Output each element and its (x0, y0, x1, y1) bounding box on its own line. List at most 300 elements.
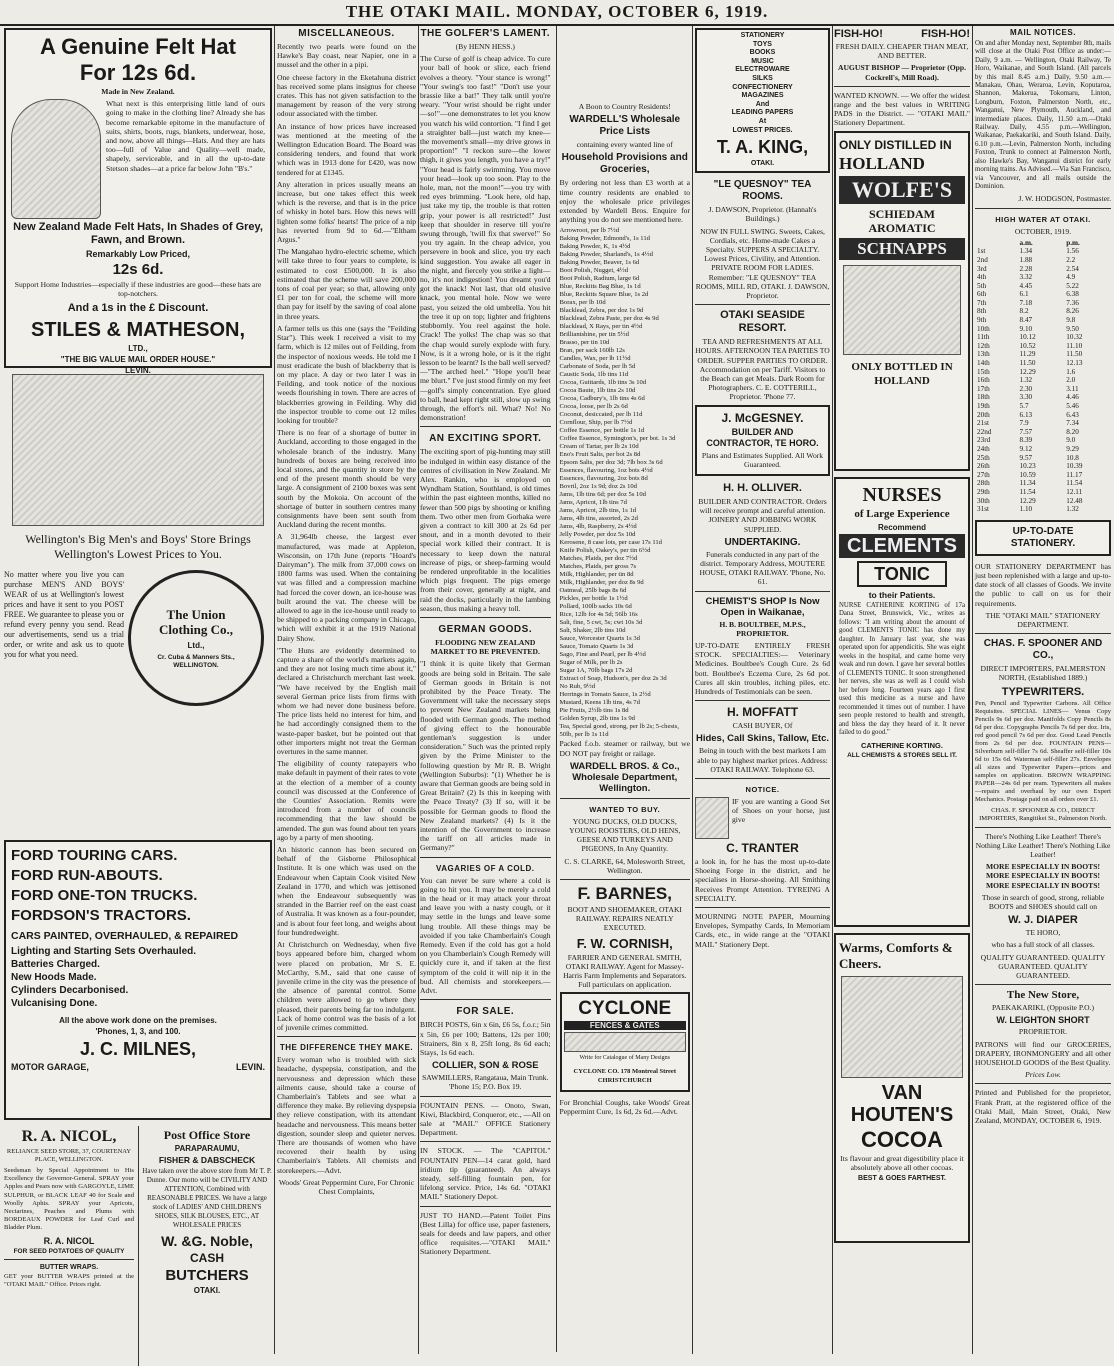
stiles-matheson: STILES & MATHESON, (30, 318, 246, 341)
tide-cell: 11th (977, 333, 990, 342)
ford-service: Lighting and Starting Sets Overhauled. (11, 946, 197, 957)
column-3 (420, 26, 690, 1354)
column-rule (274, 26, 275, 1354)
column-rule (832, 26, 833, 1354)
misc-paragraph: Any alteration in prices usually means an increase, but one takes effect this week which is the reverse, and that is in the price of whisky in hotel bars. How this news will lighten some folks' hearts! The price of a nip has reverted from 9d to 6d.—"Eltham Argus." (277, 179, 416, 245)
imprint: Printed and Published for the proprietor, Frank Pratt, at the registered office of the Otaki Mail, Main Street, Otaki, New Zealand, MONDAY, OCTOBER 6, 1919. (975, 1088, 1111, 1126)
tide-row (975, 247, 1111, 256)
tide-cell: 2.28 (1019, 264, 1033, 273)
price-item: Kerosene, 8 case lots, per case 17s 11d (559, 539, 662, 547)
fish-body: FRESH DAILY. CHEAPER THAN MEAT, AND BETTER. (835, 42, 969, 61)
wolfe-holland: HOLLAND (839, 153, 925, 173)
wolfe-foot: ONLY BOTTLED IN HOLLAND (851, 360, 953, 387)
tide-cell: 28th (977, 479, 990, 488)
moffatt-sub: CASH BUYER, Of (732, 721, 793, 731)
tide-cell: 12.11 (1066, 487, 1083, 496)
king-list-item: MAGAZINES (741, 92, 784, 100)
tide-row (975, 419, 1111, 428)
tide-cell: 12.29 (1019, 367, 1036, 376)
column-2 (277, 26, 416, 1354)
price-item: Herrings in Tomato Sauce, 1s 2½d (559, 691, 651, 699)
price-item: Jams, 1lb tins 6d; per doz 5s 10d (559, 491, 646, 499)
wardell-price-list-2 (560, 595, 691, 739)
noble-cash: CASH (189, 1251, 224, 1265)
sale-body: BIRCH POSTS, 6in x 6in, £6 5s, f.o.r.; 5in x 5in, £6 per 100; Battens, 12s per 100; Strainers, 8in x 8, 25ft long, 8s 6d each; Stays, 1s 6d each. (420, 1020, 551, 1057)
price-item: Pie Fruits, 2½lb tins 1s 8d (559, 707, 629, 715)
king-list-item: And (755, 100, 770, 108)
quesnoy-head: "LE QUESNOY" TEA ROOMS. (713, 179, 812, 203)
tide-cell: 4.9 (1066, 273, 1076, 282)
barnes-sub: BOOT AND SHOEMAKER, OTAKI RAILWAY. REPAIRS NEATLY EXECUTED. (567, 905, 682, 933)
king-list-item: TOYS (753, 40, 772, 48)
price-item: Cocoa, loose, per lb 2s 6d (559, 403, 628, 411)
king-town: OTAKI. (750, 160, 775, 168)
tide-cell: 4.45 (1019, 281, 1033, 290)
price-item: Cocoa Baute, 1lb tins 2s 10d (559, 387, 636, 395)
wanted-head: WANTED TO BUY. (589, 804, 661, 814)
collier-name: COLLIER, SON & ROSE (431, 1060, 539, 1072)
stationery-body: OUR STATIONERY DEPARTMENT has just been replenished with a large and up-to-date stock of all classes of Goods. We invite the public to call on us for their requirements. (975, 561, 1111, 608)
cyclone-write: Write for Catalogue of Many Designs (579, 1055, 671, 1062)
tide-row (975, 411, 1111, 420)
price-item: Sauce, Tomato Quarts 1s 3d (559, 643, 634, 651)
price-item: Sugar 1A, 70lb bags 17s 2d (559, 667, 633, 675)
wardell-firm: WARDELL BROS. & Co., Wholesale Department, Wellington. (569, 760, 680, 794)
quality-lines: QUALITY GUARANTEED. QUALITY GUARANTEED. QUALITY GUARANTEED. (980, 952, 1106, 980)
tide-cell: 11.54 (1066, 479, 1083, 488)
noble-butchers: BUTCHERS (165, 1267, 249, 1284)
prices-low: Prices Low. (1025, 1070, 1061, 1080)
price-item: Jams, 4lb, Raspberry, 2s 4½d (559, 523, 637, 531)
mcgesney-name: J. McGESNEY. (721, 410, 804, 425)
ford-note: All the above work done on the premises. (59, 1016, 217, 1025)
tide-cell: 4th (977, 273, 987, 282)
misc-paragraph: At Christchurch on Wednesday, when five boys appeared before him, charged whom were placed on probation, Mr S. E. McCarthy, S.M., said that one cause of juvenile crime in the city was the presence of the absence of parental control. Some children were allowed to go where they pleased, their parents being far too indulgent. Lack of home control was the basis of a lot of juvenile crimes committed. (277, 940, 416, 1032)
tide-cell: 7.57 (1019, 427, 1033, 436)
tide-row (975, 307, 1111, 316)
tide-row (975, 428, 1111, 437)
price-item: Pickles, per bottle 1s 1½d (559, 595, 628, 603)
undertaking-body: Funerals conducted in any part of the district. Temporary Address, MOUTERE HOUSE, OTAKI RAILWAY. 'Phone, No. 61. (699, 549, 826, 587)
wardell-intro: By ordering not less than £3 worth at a time country residents are enabled to enjoy the wholesale price privileges extended by Wardell Bros. Enquire for anything you do not see mentioned here. (559, 178, 690, 225)
tide-cell: 7.34 (1066, 419, 1079, 428)
price-item: Salt, fine, 5 cwt, 5s; cwt 10s 3d (559, 619, 643, 627)
king-list-item: ELECTROWARE (735, 66, 790, 74)
tide-row (975, 290, 1111, 299)
wanted-body: YOUNG DUCKS, OLD DUCKS, YOUNG ROOSTERS, OLD HENS, GEESE AND TURKEYS AND PIGEONS, In Any Quantity. (569, 816, 681, 854)
tide-cell: 7.18 (1019, 298, 1033, 307)
tide-cell: 8.47 (1019, 316, 1033, 325)
butter-wraps-body: GET your BUTTER WRAPS printed at the "OTAKI MAIL" Office. Prices right. (4, 1272, 134, 1288)
price-item: Carbonate of Soda, per lb 5d (559, 363, 636, 371)
price-item: Milk, Highlander, per tin 8d (559, 571, 634, 579)
tide-cell: 10.12 (1019, 333, 1036, 342)
tide-cell: 12.13 (1066, 359, 1083, 368)
wardell-big: Household Provisions and Groceries, (561, 152, 688, 176)
wolfe-schiedam: SCHIEDAM AROMATIC (868, 206, 936, 235)
price-item: Cocoa, Cadbury's, 1lb tins 4s 6d (559, 395, 645, 403)
golfer-body: The Curse of golf is cheap advice. To cure your ball of hook or slice, each friend evolves a theory. "Your stance is wrong!" "Your swing's too fast!" "Don't use your brassie like a bat!" They talk until you're weary. "Your wrist should be right under—so!"—one demonstrates to let you know you watch his wild contortion. "I find I get a straighter ball—just watch my knee—the movement's small—my drive grows in proportion!" "I reckon sure—the lower thigh, it gives you length, you have a try!" "Your head is fairly swimming. You move your head—look up too soon. Play to the hole, man, not the moon!"—you try with red eyes brimming. "Look here, old hap, just take my tip, the trouble is that rotten grip, your power is all restricted!" Just keep that shoulder in reserve till you're swung through, 'twill fix that swerve!" So you try again. In the cheap advice, you persevere in book and slice, you try each kind suggestion. You awake all eager in the night, and fiercely you strike a light—no, it's not indigestion! You dreamt you'd got the knack! Not last, that old elusive knack, you mental hole. Now we were past, you seized the old umbrella. You hit the tree it up on top; lighter and frightens stubbornly. You reel against the hole. Crack! The yolks! The chap was so that the chap would surely explode with fury. Now, is it a wrong hole, or is it the right lesson to be learnt? Is the ball well served?—"The arched heel." "Hope you'll hear me blurt." I've just stood firmly on my feet—golf's simply concentration. Eye glued to ball, head kept right still, slow up swing through, the effort's nil. What? No! No demonstration! (420, 54, 551, 423)
olliver-sub: BUILDER AND CONTRACTOR. Orders will receive prompt and careful attention. JOINERY AND JOBBING WORK SUPPLIED. (698, 496, 827, 534)
felt-price: 12s 6d. (112, 261, 164, 279)
price-item: Pollard, 100lb sacks 10s 6d (559, 603, 632, 611)
price-item: Bovril, 2oz 1s 9d; doz 2s 10d (559, 483, 637, 491)
tide-cell: 8.39 (1019, 436, 1033, 445)
clements-patients: to their Patients. (868, 589, 936, 600)
price-item: Essences, flavouring, 2oz bots 8d (559, 475, 648, 483)
column-3a (420, 26, 551, 1352)
store-building-illustration (12, 374, 264, 526)
spooner-body: Pen, Pencil and Typewriter Carbons. All Office Requisites. SPECIAL LINES— Venus Copy Pencils 9s 6d per doz. Manifolds Copy Pencils 8s 6d per doz. Copygraphs Pencils 7s 6d per doz. Iris, red good pencil 7s 6d per doz. Good Lead Pencils from 2s 6d per doz. FOUNTAIN PENS— Silverburn self-filler 7s 6d. Sheaffer self-filler 10s 6d to 15s 6d. Waterman self-filler 27s. Envelopes all sizes and Typewriter Papers—prices and samples on application. BROWN WRAPPING PAPER—24s 6d per ream. Typewriters all makes—repairs and overhaul by our own Expert Mechanics. Postage paid on all orders over £1. (975, 699, 1111, 803)
nicol-sign: R. A. NICOL (43, 1235, 95, 1246)
van-foot: BEST & GOES FARTHEST. (858, 1175, 946, 1183)
wardell-packed: Packed f.o.b. steamer or railway, but we DO NOT pay freight or railage. (559, 739, 690, 758)
schnapps-bottle-illustration (843, 265, 961, 355)
diaper-name: W. J. DIAPER (1008, 914, 1078, 927)
woods-foot: Woods' Great Peppermint Cure, For Chronic Chest Complaints, (278, 1177, 415, 1196)
misc-paragraph: An instance of how prices have increased was mentioned at the meeting of the Wellington Education Board. The Board was considering tenders, and found that work which was in 1913 done for £420, was now tendered for at £1345. (277, 121, 416, 177)
tide-cell: 3.11 (1066, 384, 1079, 393)
price-item: Brasso, per tin 10d (559, 339, 610, 347)
sport-heading: AN EXCITING SPORT. (429, 433, 542, 445)
price-item: Blacklead, Zebra, per doz 1s 9d (559, 307, 644, 315)
stationery-head: UP-TO-DATE STATIONERY. (1010, 525, 1076, 549)
post-office-store-advert (138, 1126, 272, 1366)
tide-cell: 27th (977, 470, 990, 479)
tide-cell: 10.8 (1066, 453, 1079, 462)
price-item: Caustic Soda, 1lb tins 11d (559, 371, 629, 379)
ford-service: Cylinders Decarbonised. (11, 985, 129, 996)
tide-col-head: a.m. (1019, 238, 1033, 247)
price-item: Jams, Apricot, 2lb tins, 1s 1d (559, 507, 637, 515)
cold-body: You can never be sure where a cold is going to hit you. It may be merely a cold in the head or it may attack your throat and leave you with a nasty cough, or it may settle in the lungs and leave some lung trouble. All these things may be avoided if you take Chamberlain's Cough Remedy. Even if the cold has got a hold on you Chamberlain's Cough Remedy will quickly cure it, and if taken at the first symptom of the cold it will nip it in the bud. All chemists and storekeepers.—Advt. (420, 875, 551, 996)
tide-cell: 9.8 (1066, 316, 1076, 325)
misc-paragraph: A farmer tells us this one (says the "Feilding Star"). This week I received a visit to my farm, which is 12 miles out of Feilding, from the inspector of noxious weeds. He told me I must eradicate the bush of blackberry that is on my place. A day or two later I was in Feilding, and took notice of the noxious weeds flourishing in town. There are acres of blackberries growing in Feilding. Why did the inspector trouble to come out 12 miles looking for trouble? (277, 323, 416, 425)
tide-cell: 5.22 (1066, 281, 1079, 290)
tide-cell: 11.29 (1019, 350, 1036, 359)
price-item: Jams, Apricot, 1lb tins 7d (559, 499, 627, 507)
mcgesney-body: Plans and Estimates Supplied. All Work Guaranteed. (701, 450, 824, 469)
ford-service: Batteries Charged. (11, 959, 100, 970)
clements-body: NURSE CATHERINE KORTING of 17a Dana Street, Brunswick, Vic., writes as follows: "I am writing about the amount of good CLEMENTS TONIC has done my daughter. In January last year, she was operated upon for appendicitis. She was eight weeks in the hospital, and came home very weak and run down. I gave her several bottles of CLEMENTS TONIC. It soon strengthened her nerves, she was as well as I could wish her before long. Fourteen years ago I first used this medicine as a nurse and have recommended it times out of number. I have seen people restored to health and strength, and bless the day they heard of it. It never failed to do good." (839, 601, 965, 737)
tide-cell: 11.50 (1019, 359, 1036, 368)
noble-name: W. &G. Noble, (161, 1233, 253, 1249)
fish-ho-1: FISH-HO! (834, 28, 883, 40)
mcgesney-sub: BUILDER AND CONTRACTOR, TE HORO. (706, 426, 819, 448)
union-headline: Wellington's Big Men's and Boys' Store Brings Wellington's Lowest Prices to You. (25, 532, 251, 561)
ford-advert (4, 840, 272, 1120)
tide-cell: 10.23 (1019, 462, 1036, 471)
tide-cell: 20th (977, 410, 990, 419)
tide-cell: 8.26 (1066, 307, 1079, 316)
tide-cell: 5th (977, 281, 987, 290)
spooner-foot: CHAS. F. SPOONER & CO., DIRECT IMPORTERS, Rangitikei St., Palmerston North. (979, 806, 1107, 822)
tide-cell: 16th (977, 376, 990, 385)
price-item: Baking Powder, Edmond's, 1s 11d (559, 235, 650, 243)
tide-cell: 11.50 (1066, 350, 1083, 359)
felt-hat-advert (4, 28, 272, 375)
column-rule (418, 26, 419, 1354)
price-item: Jams, 4lb tins, assorted, 2s 2d (559, 515, 638, 523)
king-list-item: STATIONERY (740, 32, 785, 39)
price-item: Baking Powder, Sharland's, 1s 4½d (559, 251, 653, 259)
ford-proprietor: J. C. MILNES, (79, 1039, 196, 1059)
clements-sign: CATHERINE KORTING. (861, 740, 943, 750)
ford-service: New Hoods Made. (11, 972, 97, 983)
notice-head: NOTICE. (745, 785, 780, 795)
tide-cell: 9.57 (1019, 453, 1033, 462)
king-advert (695, 28, 830, 173)
price-item: Sago, Fine and Pearl, per lb 4½d (559, 651, 646, 659)
ford-line-2: FORD RUN-ABOUTS. (11, 867, 163, 884)
tide-row (975, 462, 1111, 471)
german-sub: FLOODING NEW ZEALAND MARKET TO BE PREVENTED. (430, 637, 540, 657)
difference-body: Every woman who is troubled with sick headache, dyspepsia, constipation, and the nervousness and depression which these ailments cause, should take a course of Chamberlain's Tablets and see what a difference they make. By relieving dyspepsia they relieve constipation, with its attendant headache and nervousness. This means better digestion, sounder sleep and quieter nerves. There are thousands of women who have recovered their health by using Chamberlain's Tablets. All chemists and storekeepers.—Advt. (277, 1055, 416, 1175)
mail-notices-head: MAIL NOTICES. (1010, 28, 1076, 37)
price-item: Blacklead, Zebra Paste, per doz 4s 9d (559, 315, 659, 323)
ford-services (11, 945, 265, 1010)
nicol-body: Seedsman by Special Appointment to His Excellency the Governor-General. SPRAY your Apples and Pears now with GARGOYLE, LIME SULPHUR, or BLACK LEAF 40 for Scale and Woolly Aphis. SPRAY your Apricots, Nectarines, Peaches and Plums with BORDEAUX POWDER for Leaf Curl and Bladder Plum. (4, 1167, 134, 1232)
spooner-sub: DIRECT IMPORTERS, PALMERSTON NORTH, (Established 1889.) (980, 664, 1106, 683)
german-heading: GERMAN GOODS. (438, 623, 533, 635)
union-name: The Union Clothing Co., (158, 606, 234, 637)
tide-cell: 1.56 (1066, 247, 1079, 256)
diaper-body: who has a full stock of all classes. (991, 940, 1095, 950)
ford-service: Vulcanising Done. (11, 998, 98, 1009)
butter-wraps-head: BUTTER WRAPS. (39, 1263, 99, 1271)
tide-cell: 1.6 (1066, 367, 1076, 376)
van-top: Warms, Comforts & Cheers. (839, 939, 953, 971)
price-item: Tea, Special good, strong, per lb 2s; 5-chests, 50lb, per lb 1s 11d (559, 723, 679, 739)
boots-lines: MORE ESPECIALLY IN BOOTS! MORE ESPECIALLY IN BOOTS! MORE ESPECIALLY IN BOOTS! (985, 862, 1100, 890)
misc-paragraph: Recently two pearls were found on the Hawke's Bay coast, near Napier, one in a mussel and the other in a pipi. (277, 42, 416, 70)
quesnoy-prop: J. DAWSON, Proprietor. (Hannah's Buildings.) (708, 205, 817, 224)
king-list-item: CONFECTIONERY (732, 83, 793, 91)
price-item: Matches, Plaids, per doz 7½d (559, 555, 638, 563)
man-in-hat-illustration (11, 99, 101, 219)
price-item: Sauce, Worcester Quarts 1s 3d (559, 635, 640, 643)
tide-row (975, 359, 1111, 368)
king-list-item: LEADING PAPERS (731, 109, 794, 117)
van-cocoa: COCOA (861, 1126, 943, 1152)
price-item: Boot Polish, Nugget, 4½d (559, 267, 629, 275)
nicol-foot: FOR SEED POTATOES OF QUALITY (13, 1247, 125, 1255)
tide-cell: 9.10 (1019, 324, 1033, 333)
mail-notices-body: On and after Monday next, September 8th, mails will close at the Otaki Post Office as under:— Daily, 9 a.m. — Wellington, Otaki Railway, Te Horo, Waikanae, and South Island. (All parcels by this mail 8.45 a.m.) Daily, 9.50 a.m.—Manakau, Ohau, Weraroa, Levin, Koputaroa, Shannon, Makerua, Tokomaru, Linton, Longburn, Foxton, Palmerston North, etc., Wanganui, New Plymouth, Auckland, and intermediate places. Daily, 11.50 a.m.—Otaki Railway. Daily, 4.55 p.m.—Wellington, Waikanae, Paekakariki, and South Island. Daily, 6.10 p.m.—Levin, Palmerston North, including Foxton, Trunk to connect at Palmerston North, also Hawke's Bay, Wanganui district for early morning trains. As Advised.—Via San Francisco, via Vancouver, and all mails outside the Dominion. (975, 40, 1111, 190)
price-item: Salt, Shaker, 2lb tins 10d (559, 627, 626, 635)
price-item: Blue, Reckitts Bag Blue, 1s 1d (559, 283, 641, 291)
tide-cell: 26th (977, 462, 990, 471)
tide-cell: 9th (977, 316, 987, 325)
tide-row (975, 436, 1111, 445)
tide-row (975, 265, 1111, 274)
tide-table (975, 239, 1111, 514)
cornish-sub: FARRIER AND GENERAL SMITH, OTAKI RAILWAY. Agent for Massey-Harris Farm Implements and Separators. Full particulars on application. (563, 952, 687, 990)
clements-brand: CLEMENTS (839, 534, 965, 558)
tide-row (975, 342, 1111, 351)
price-item: Brilliantshine, per tin 5½d (559, 331, 629, 339)
tide-cell: 3.32 (1019, 273, 1033, 282)
tide-cell: 9.12 (1019, 444, 1033, 453)
king-list-item: SILKS (752, 74, 773, 82)
price-item: Knife Polish, Oakey's, per tin 6½d (559, 547, 651, 555)
masthead: THE OTAKI MAIL. MONDAY, OCTOBER 6, 1919. (0, 0, 1114, 26)
ford-garage: MOTOR GARAGE, (11, 1062, 89, 1072)
wardell-price-list (560, 227, 691, 595)
price-item: Extract of Soap, Hudson's, per doz 2s 3d (559, 675, 667, 683)
tide-cell: 22nd (977, 427, 992, 436)
tide-row (975, 402, 1111, 411)
cocoa-cup-illustration (841, 976, 963, 1078)
olliver-name: H. H. OLLIVER. (723, 481, 802, 494)
miscellaneous-paragraphs (277, 42, 416, 1032)
price-item: Sugar of Milk, per lb 2s (559, 659, 623, 667)
wolfe-schnapps: SCHNAPPS (839, 238, 965, 260)
tide-cell: 7th (977, 298, 987, 307)
price-item: Cream of Tartar, per lb 2s 10d (559, 443, 639, 451)
tide-cell: 8.20 (1066, 427, 1079, 436)
tide-row (975, 479, 1111, 488)
wanted-firm: C. S. CLARKE, 64, Molesworth Street, Wellington. (564, 856, 686, 875)
tide-cell: 2.30 (1019, 384, 1033, 393)
cyclone-brand: CYCLONE (578, 998, 672, 1020)
barnes-name: F. BARNES, (577, 884, 672, 904)
van-brand: VAN HOUTEN'S (850, 1081, 954, 1126)
tranter-body: a look in, for he has the most up-to-date Shoeing Forge in the district, and he specialises in Horse-shoeing. All Smithing Receives Prompt Attention. TYREING A SPECIALTY. (695, 857, 830, 903)
king-list (700, 32, 825, 135)
tide-cell: 3.30 (1019, 393, 1033, 402)
tide-cell: 3rd (977, 264, 987, 273)
misc-paragraph: One cheese factory in the Eketahuna district has received some plans insignus for cheese crates. This has not given satisfaction to the management by reason of the very strong odour associated with the timber. (277, 72, 416, 119)
price-item: Coffee Essence, Symington's, per bot. 1s 3d (559, 435, 676, 443)
column-7 (975, 26, 1111, 1354)
nicol-advert (4, 1126, 134, 1366)
tide-col-head (975, 239, 1018, 248)
tide-cell: 6.1 (1019, 290, 1029, 299)
fish-ho-2: FISH-HO! (921, 28, 970, 40)
tide-cell: 31st (977, 505, 989, 514)
tide-cell: 25th (977, 453, 990, 462)
fish-heads (834, 26, 970, 42)
price-item: Blacklead, X Rays, per tin 4½d (559, 323, 643, 331)
misc-paragraph: An historic cannon has been secured on behalf of the Gisborne Philosophical Institute. It is one which was used on the Endeavour when Captain Cook visited New Zealand in 1770, and which was jettisoned when the Endeavour subsequently was stranded in the Barrier reef on the east coast of Australia. It was known as a four-pounder, and is about four feet long, and weighs about four hundredweight. (277, 845, 416, 937)
tide-cell: 7.36 (1066, 298, 1079, 307)
fence-illustration (564, 1032, 687, 1052)
price-item: Arrowroot, per lb 7½d (559, 227, 620, 235)
new-store-body: PATRONS will find our GROCERIES, DRAPERY, IRONMONGERY and all other HOUSEHOLD GOODS of the Best Quality. (975, 1039, 1111, 1067)
tide-cell: 10th (977, 324, 990, 333)
felt-low: Remarkably Low Priced, (85, 249, 191, 260)
tide-cell: 9.29 (1066, 444, 1079, 453)
tide-cell: 18th (977, 393, 990, 402)
tide-row (975, 368, 1111, 377)
tide-cell: 4.46 (1066, 393, 1079, 402)
tide-row (975, 497, 1111, 506)
tide-cell: 2.2 (1066, 255, 1076, 264)
tide-cell: 19th (977, 402, 990, 410)
post-office-town: PARAPARAUMU, (174, 1144, 240, 1153)
noble-town: OTAKI. (193, 1286, 221, 1295)
king-list-item: LOWEST PRICES. (732, 126, 793, 134)
bronchial-coughs: For Bronchial Coughs, take Woods' Great Peppermint Cure, 1s 6d, 2s 6d.—Advt. (559, 1098, 690, 1117)
tranter-row (695, 797, 830, 839)
price-item: Borax, per lb 10d (559, 299, 606, 307)
tide-row (975, 505, 1111, 514)
just-to-hand: JUST TO HAND.—Patent Toilet Pins (Best Lilla) for office use, paper fasteners, seals for deeds and law papers, and other office requisites.—"OTAKI MAIL" Stationery Department. (420, 1210, 551, 1257)
resort-head: OTAKI SEASIDE RESORT. (720, 309, 805, 335)
felt-headline: A Genuine Felt Hat (40, 34, 236, 59)
boots-body: Those in search of good, strong, reliable BOOTS and SHOES should call on (981, 892, 1105, 911)
column-6 (834, 26, 970, 1354)
new-store-town: PAEKAKARIKI, (Opposite P.O.) (991, 1003, 1095, 1013)
felt-tagline: "THE BIG VALUE MAIL ORDER HOUSE." (60, 354, 216, 364)
tide-row (975, 376, 1111, 385)
tide-cell: 1.88 (1019, 255, 1033, 264)
tide-cell: 2nd (977, 255, 988, 264)
tide-cell: 24th (977, 444, 990, 453)
leather-lines: There's Nothing Like Leather! There's Nothing Like Leather! There's Nothing Like Leather! (975, 831, 1111, 859)
spooner-name: CHAS. F. SPOONER AND CO., (983, 638, 1103, 662)
wardell-head: WARDELL'S Wholesale Price Lists (569, 114, 681, 138)
price-item: Candles, Wax, per lb 11½d (559, 355, 631, 363)
price-item: No Rub, 9½d (559, 683, 596, 691)
tide-cell: 12.48 (1066, 496, 1083, 505)
new-store-prop-name: W. LEIGHTON SHORT (996, 1015, 1090, 1026)
tide-cell: 8th (977, 307, 987, 316)
felt-nz: New Zealand Made Felt Hats, In Shades of Grey, Fawn, and Brown. (13, 221, 263, 247)
tide-row (975, 454, 1111, 463)
nicol-name: R. A. NICOL, (21, 1128, 117, 1145)
miscellaneous-heading: MISCELLANEOUS. (298, 28, 395, 39)
cyclone-firm: CYCLONE CO. 178 Montreal Street CHRISTCHURCH (573, 1067, 676, 1084)
tide-cell: 1st (977, 247, 986, 256)
fountain-pens: FOUNTAIN PENS. — Onoto, Swan, Kiwi, Blackbird, Conqueror, etc., —All on sale at "MAIL" OFFICE Stationery Department. (420, 1100, 551, 1138)
tide-cell: 10.59 (1019, 470, 1036, 479)
tide-month: OCTOBER, 1919. (1014, 226, 1072, 236)
diaper-town: TE HORO, (1025, 928, 1061, 938)
cyclone-advert (560, 992, 691, 1092)
clements-tonic: TONIC (857, 561, 947, 587)
price-item: Milk, Highlander, per doz 8s 9d (559, 579, 644, 587)
tide-col-head: p.m. (1066, 238, 1080, 247)
nurses-head: NURSES (862, 483, 942, 506)
union-seal (128, 570, 264, 706)
felt-body: What next is this enterprising little land of ours going to make in the clothing line? Already she has become remarkable epitome in the manufacture of suits, shirts, boots, rugs, blankets, underwear, hose, and now, above all things—Hats. And they are hats too—full of Value and Quality—well made, shapely, serviceable, and in all the up-to-date Stetson shades—at a price far below John "B's." (106, 99, 265, 173)
misc-paragraph: The eligibility of county ratepayers who make default in payment of their rates to vote at the election of a member of a county council was discussed at the Conference of the Counties' Association. Remits were introduced from a number of councils recommending that the law should be amended. The gun was found about ten years ago by a party of men shooting. (277, 759, 416, 842)
tide-cell: 23rd (977, 436, 991, 445)
felt-discount: And a 1s in the £ Discount. (67, 301, 209, 314)
sale-heading: FOR SALE. (456, 1006, 515, 1018)
post-office-firm: FISHER & DABSCHECK (158, 1155, 256, 1165)
misc-paragraph: There is no fear of a shortage of butter in Auckland, according to those engaged in the wholesale branch of the industry. Many hundreds of boxes are being received into local stores, and the quantity in store by the end of the present month should be very large. A consignment of 2100 boxes was sent south by the Mokoia. On account of the shortage of butter in southern centres many consignments have been sent south from Auckland during the recent months. (277, 428, 416, 530)
van-body: Its flavour and great digestibility place it absolutely above all other cocoas. (840, 1153, 964, 1172)
column-3-inner (420, 26, 690, 1352)
tide-row (975, 299, 1111, 308)
price-item: Jelly Powder, per doz 5s 10d (559, 531, 636, 539)
felt-town: LEVIN. (125, 365, 151, 375)
tide-cell: 11.17 (1066, 470, 1083, 479)
column-1 (4, 26, 272, 1354)
tide-cell: 29th (977, 487, 990, 496)
tide-cell: 7.9 (1019, 419, 1029, 428)
column-rule (972, 26, 973, 1354)
tide-cell: 10.52 (1019, 341, 1036, 350)
tide-cell: 1.32 (1019, 376, 1033, 385)
clements-tonic-advert (834, 477, 970, 927)
wardell-sub: containing every wanted line of (576, 140, 673, 150)
tide-row (975, 316, 1111, 325)
misc-paragraph: The Mangahao hydro-electric scheme, which will take three to four years to complete, is estimated to cost £500,000. It is also estimated that the scheme will save 200,000 tons of coal per year; so that, allowing only £1 per ton for coal, the scheme will more than pay for itself by the saving of coal alone in three years. (277, 247, 416, 321)
